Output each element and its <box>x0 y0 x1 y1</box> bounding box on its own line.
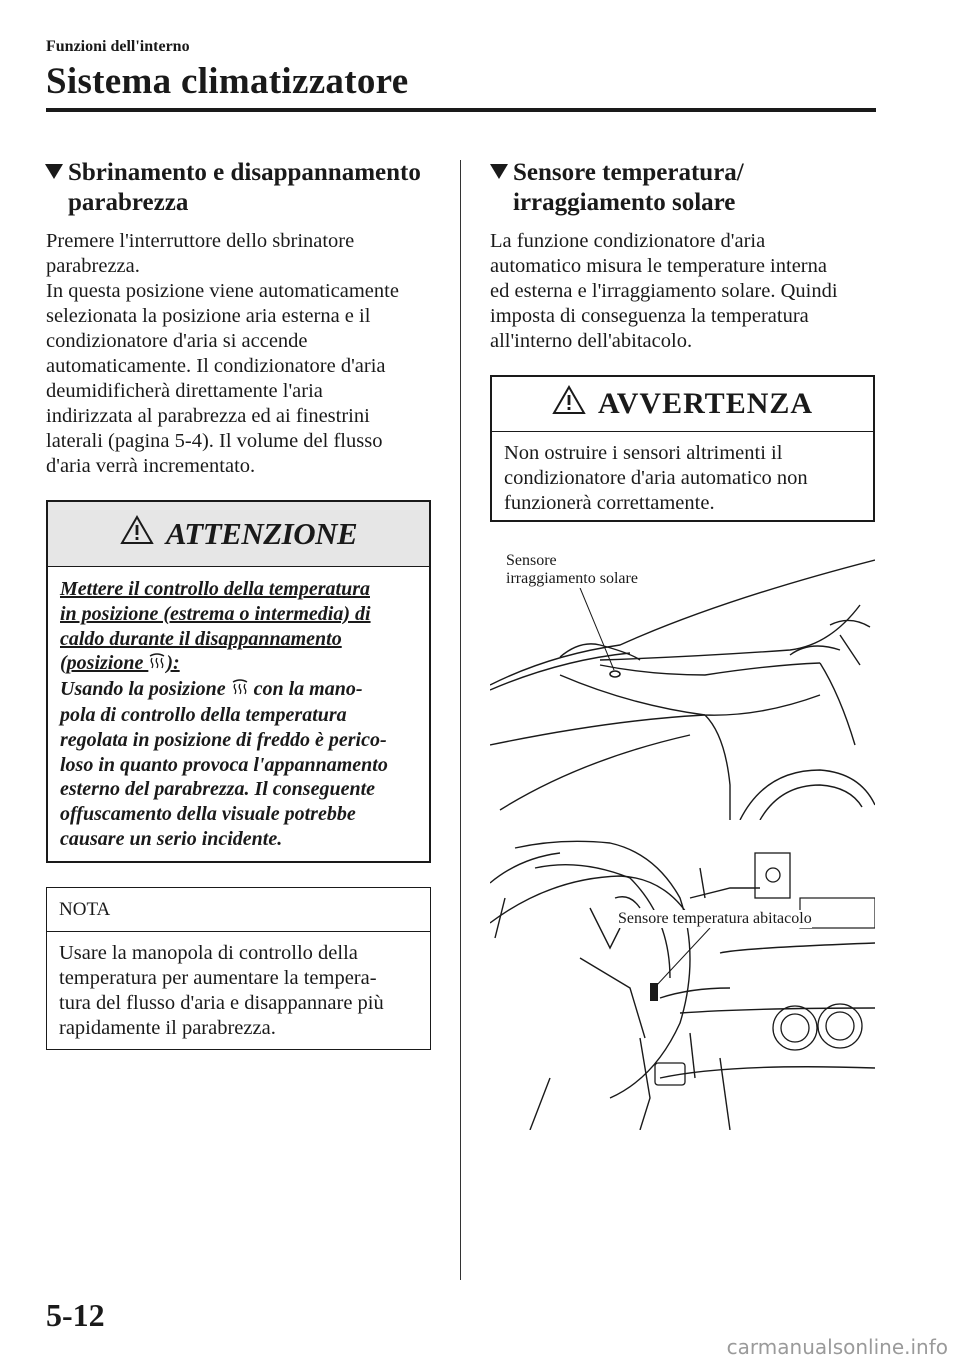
nota-line: tura del flusso d'aria e disappannare più <box>59 992 384 1014</box>
attention-label: ATTENZIONE <box>165 516 358 551</box>
text-line: automatico misura le temperature interna <box>490 255 827 277</box>
cabin-sensor-label: Sensore temperatura abitacolo <box>618 910 812 927</box>
heading-text: Sensore temperatura/ <box>513 159 744 186</box>
nota-line: temperatura per aumentare la tempera- <box>59 967 377 989</box>
attention-line: in posizione (estrema o intermedia) di <box>60 602 371 625</box>
warning-triangle-icon <box>120 515 154 553</box>
text-line: In questa posizione viene automaticamente <box>46 280 399 302</box>
nota-text <box>47 932 430 1050</box>
attention-line: esterno del parabrezza. Il conseguente <box>60 778 375 801</box>
nota-line: Usare la manopola di controllo della <box>59 942 358 964</box>
section-heading-defrost <box>44 158 444 218</box>
warning-box <box>490 375 875 522</box>
text-line: parabrezza. <box>46 255 140 277</box>
warning-triangle-icon <box>552 385 586 423</box>
attention-line: causare un serio incidente. <box>60 827 283 850</box>
column-divider <box>460 160 461 1280</box>
attention-box <box>46 500 431 863</box>
header-rule <box>46 108 876 112</box>
text-line: imposta di conseguenza la temperatura <box>490 305 809 327</box>
defroster-icon <box>231 678 249 703</box>
text-line: laterali (pagina 5-4). Il volume del flusso <box>46 430 383 452</box>
attention-fragment: con la mano- <box>248 678 363 701</box>
watermark: carmanualsonline.info <box>726 1335 948 1359</box>
text-line: Premere l'interruttore dello sbrinatore <box>46 230 355 252</box>
attention-fragment: ): <box>166 652 180 675</box>
figure-cabin-sensor <box>490 838 875 1130</box>
text-line: deumidificherà direttamente l'aria <box>46 380 323 402</box>
nota-line: rapidamente il parabrezza. <box>59 1017 276 1039</box>
warning-text <box>492 432 873 525</box>
text-line: condizionatore d'aria si accende <box>46 330 308 352</box>
text-line: La funzione condizionatore d'aria <box>490 230 766 252</box>
page-number: 5-12 <box>46 1297 105 1333</box>
attention-header <box>48 502 429 567</box>
figure-solar-sensor <box>490 545 875 820</box>
text-line: indirizzata al parabrezza ed ai finestrini <box>46 405 370 427</box>
attention-text <box>48 567 429 862</box>
nota-header <box>47 888 430 932</box>
sensor-paragraph <box>490 229 885 354</box>
attention-line: caldo durante il disappannamento <box>60 627 342 650</box>
text-line: automaticamente. Il condizionatore d'aria <box>46 355 386 377</box>
text-line: all'interno dell'abitacolo. <box>490 330 693 352</box>
cabin-illustration <box>490 838 875 1130</box>
defrost-paragraph <box>46 229 441 479</box>
attention-fragment: Usando la posizione <box>60 678 231 701</box>
attention-line: loso in quanto provoca l'appannamento <box>60 753 388 776</box>
attention-line: pola di controllo della temperatura <box>60 703 347 726</box>
heading-text-line2: parabrezza <box>68 189 189 216</box>
warning-header <box>492 377 873 432</box>
attention-line: Mettere il controllo della temperatura <box>60 578 370 600</box>
warning-line: Non ostruire i sensori altrimenti il <box>504 442 783 464</box>
warning-line: condizionatore d'aria automatico non <box>504 467 808 489</box>
triangle-down-icon <box>44 158 68 188</box>
attention-line: offuscamento della visuale potrebbe <box>60 803 356 826</box>
text-line: ed esterna e l'irraggiamento solare. Quindi <box>490 280 838 302</box>
nota-box <box>46 887 431 1050</box>
warning-label: AVVERTENZA <box>597 387 814 420</box>
attention-line: regolata in posizione di freddo è perico- <box>60 728 387 751</box>
label-line: Sensore <box>506 552 557 569</box>
warning-line: funzionerà correttamente. <box>504 492 715 514</box>
defroster-icon <box>148 652 166 677</box>
page-title: Sistema climatizzatore <box>46 61 409 102</box>
text-line: d'aria verrà incrementato. <box>46 455 256 477</box>
attention-line <box>60 651 417 677</box>
solar-sensor-label <box>506 552 638 588</box>
attention-fragment: (posizione <box>60 652 149 675</box>
label-line: irraggiamento solare <box>506 570 638 587</box>
nota-label: NOTA <box>59 898 111 920</box>
triangle-down-icon <box>489 158 513 188</box>
section-heading-sensor <box>489 158 889 218</box>
heading-text-line2: irraggiamento solare <box>513 189 736 216</box>
text-line: selezionata la posizione aria esterna e il <box>46 305 371 327</box>
attention-line <box>60 677 417 703</box>
chapter-label: Funzioni dell'interno <box>46 38 190 55</box>
heading-text: Sbrinamento e disappannamento <box>68 159 421 186</box>
